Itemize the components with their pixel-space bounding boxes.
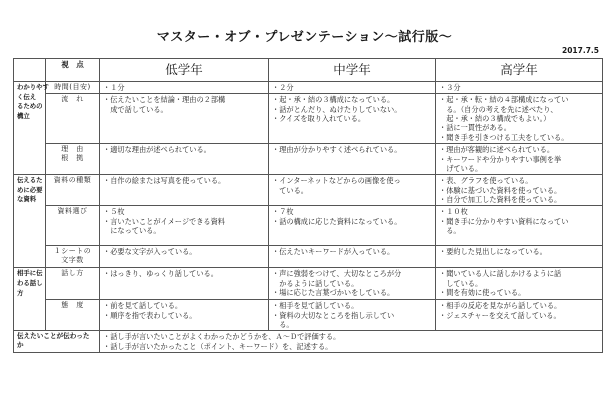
category-label-line: 構立 [17, 111, 30, 120]
criteria-cell-low [100, 144, 269, 175]
criteria-row [14, 144, 603, 175]
footer-question: 伝えたいことが伝わったか [14, 331, 100, 353]
criteria-cell-high [436, 206, 603, 246]
criteria-line: ・１分 [103, 83, 125, 92]
criteria-row [14, 246, 603, 268]
criteria-line: している。 [439, 278, 483, 288]
criteria-cell-middle [269, 144, 436, 175]
criteria-line: ・相手の反応を見ながら話している。 [439, 301, 562, 311]
category-label [14, 175, 46, 268]
criteria-row [14, 300, 603, 331]
criteria-cell-low [100, 300, 269, 331]
criteria-line: ・インターネットなどからの画像を使っ [272, 176, 401, 186]
criteria-line: ・７枚 [272, 207, 294, 217]
criteria-line: 成で話している。 [103, 104, 168, 114]
category-label-line: るための [17, 102, 43, 111]
criteria-line: ・伝えたいことを結論・理由の２部構 [103, 95, 226, 105]
criteria-line: ・はっきり、ゆっくり話している。 [103, 269, 218, 279]
criteria-line: ・必要な文字が入っている。 [103, 247, 197, 257]
category-label-line: わる話し [17, 278, 43, 287]
criteria-cell-high [436, 300, 603, 331]
category-label-line: めに必要 [17, 185, 43, 194]
category-label-line: く伝え [17, 92, 37, 101]
criteria-line: ・起・承・転・結の４部構成になってい [439, 95, 569, 105]
criteria-cell-high [436, 144, 603, 175]
criteria-cell-middle [269, 268, 436, 300]
criteria-line: ・資料の大切なところを指し示してい [272, 310, 395, 320]
criteria-line: ・５枚 [103, 207, 125, 217]
viewpoint-label: 流 れ [46, 94, 100, 144]
criteria-line: ・１０枚 [439, 207, 468, 217]
criteria-line: る。 [272, 320, 294, 330]
criteria-cell-middle [269, 206, 436, 246]
criteria-cell-high [436, 268, 603, 300]
criteria-line: ・要約した見出しになっている。 [439, 247, 547, 257]
rubric-body [14, 82, 603, 331]
criteria-cell-high [436, 94, 603, 144]
criteria-line: になっている。 [103, 226, 161, 236]
level-header-high: 高学年 [436, 59, 603, 82]
criteria-line: ・順序を指で表わしている。 [103, 310, 197, 320]
criteria-line: ・ジェスチャーを交えて話している。 [439, 310, 561, 320]
category-label-line: わかりやす [17, 83, 49, 91]
viewpoint-header: 視 点 [46, 59, 100, 82]
criteria-line: 起・承・結の３構成でもよい。） [439, 114, 551, 124]
criteria-line: ・言いたいことがイメージできる資料 [103, 216, 225, 226]
criteria-line: ・場に応じた言葉づかいをしている。 [272, 288, 395, 298]
criteria-line: かるように話している。 [272, 278, 359, 288]
criteria-cell-high [436, 82, 603, 94]
category-label [14, 268, 46, 331]
criteria-cell-low [100, 206, 269, 246]
viewpoint-label: 理 由 根 拠 [46, 144, 100, 175]
header-row [14, 59, 603, 82]
criteria-line: ・３分 [439, 83, 461, 92]
criteria-cell-low [100, 82, 269, 94]
criteria-line: ・聞き手を引きつける工夫をしている。 [439, 132, 569, 142]
criteria-line: ・伝えたいキーワードが入っている。 [272, 247, 395, 257]
rubric-table [13, 58, 603, 353]
criteria-line: ・クイズを取り入れている。 [272, 114, 366, 124]
category-label-line: 伝えるた [17, 176, 43, 185]
criteria-row [14, 268, 603, 300]
criteria-cell-high [436, 175, 603, 206]
category-label-line: な資料 [17, 195, 37, 204]
criteria-line: る。 [439, 226, 461, 236]
criteria-cell-low [100, 246, 269, 268]
criteria-cell-low [100, 175, 269, 206]
criteria-line: ・理由が客観的に述べられている。 [439, 145, 555, 155]
criteria-row [14, 94, 603, 144]
criteria-cell-middle [269, 82, 436, 94]
criteria-cell-high [436, 246, 603, 268]
footer-row [14, 331, 603, 353]
criteria-line: ・聞き手に分かりやすい資料になってい [439, 216, 569, 226]
criteria-line: ・体験に基づいた資料を使っている。 [439, 185, 562, 195]
criteria-row [14, 82, 603, 94]
criteria-line: ・話がとんだり、ぬけたりしていない。 [272, 104, 402, 114]
criteria-line: ・相手を見て話している。 [272, 301, 359, 311]
viewpoint-label: 話し方 [46, 268, 100, 300]
criteria-cell-low [100, 268, 269, 300]
category-label-line: 相手に伝 [17, 269, 43, 278]
criteria-line: ・自作の絵または写真を使っている。 [103, 176, 226, 186]
footer-line: ・話し手が言いたかったこと（ポイント、キーワード）を、記述する。 [103, 341, 333, 351]
viewpoint-label: 時間(目安) [46, 82, 100, 94]
viewpoint-label: １シートの 文字数 [46, 246, 100, 268]
criteria-line: ・理由が分かりやすく述べられている。 [272, 145, 402, 155]
criteria-line: ・話に一貫性がある。 [439, 123, 511, 133]
viewpoint-label: 資料選び [46, 206, 100, 246]
criteria-cell-middle [269, 246, 436, 268]
criteria-line: ・表、グラフを使っている。 [439, 176, 533, 186]
criteria-line: ・話の構成に応じた資料になっている。 [272, 216, 402, 226]
footer-line: ・話し手が言いたいことがよくわかったかどうかを、Ａ〜Ｄで評価する。 [103, 332, 341, 342]
criteria-line: ・起・承・結の３構成になっている。 [272, 95, 395, 105]
category-label [14, 82, 49, 175]
header-blank-cell [14, 59, 46, 82]
footer-criteria [100, 331, 603, 353]
criteria-row [14, 175, 603, 206]
criteria-line: ・自分で加工した資料を使っている。 [439, 194, 562, 204]
document-date: 2017.7.5 [561, 46, 599, 55]
criteria-cell-middle [269, 175, 436, 206]
criteria-cell-middle [269, 300, 436, 331]
level-header-middle: 中学年 [269, 59, 436, 82]
viewpoint-label: 態 度 [46, 300, 100, 331]
criteria-line: る。（自分の考えを先に述べたり、 [439, 104, 558, 114]
criteria-cell-middle [269, 94, 436, 144]
criteria-line: ・前を見て話している。 [103, 301, 183, 311]
criteria-row [14, 206, 603, 246]
criteria-line: げている。 [439, 163, 483, 173]
viewpoint-label: 資料の種類 [46, 175, 100, 206]
criteria-line: ・適切な理由が述べられている。 [103, 145, 211, 155]
level-header-low: 低学年 [100, 59, 269, 82]
criteria-line: ている。 [272, 185, 308, 195]
category-label-line: 方 [17, 288, 24, 297]
criteria-line: ・声に強弱をつけて、大切なところが分 [272, 269, 402, 279]
criteria-line: ・間を有効に使っている。 [439, 288, 526, 298]
document-title: マスター・オブ・プレゼンテーション〜試行版〜 [156, 30, 453, 45]
criteria-line: ・２分 [272, 83, 294, 92]
criteria-line: ・聞いている人に話しかけるように話 [439, 269, 562, 279]
criteria-line: ・キーワードや分かりやすい事例を挙 [439, 154, 562, 164]
criteria-cell-low [100, 94, 269, 144]
